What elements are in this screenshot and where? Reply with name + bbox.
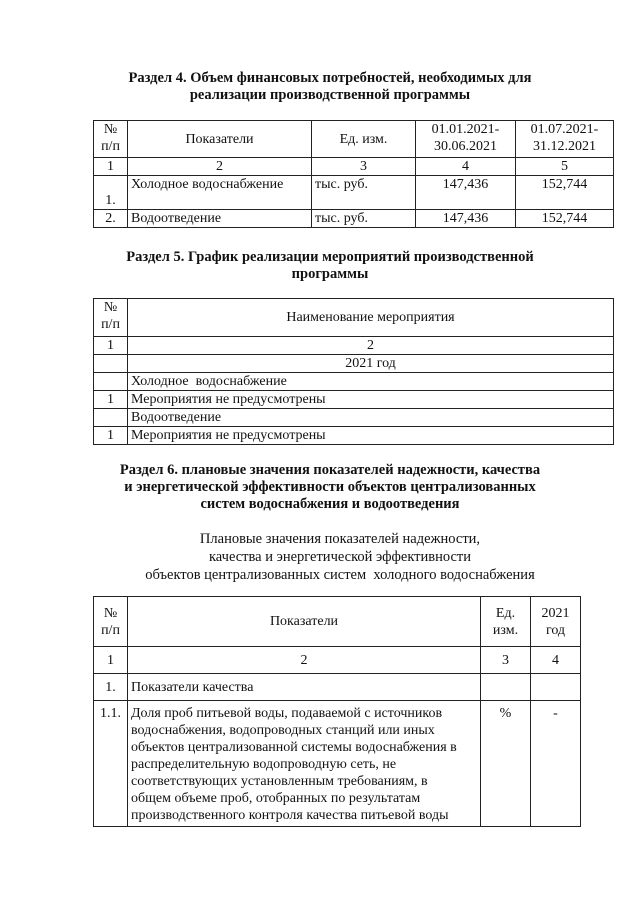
section6-table <box>93 596 581 827</box>
table-header-row <box>94 299 614 337</box>
row-unit <box>481 674 531 701</box>
section5-table <box>93 298 614 445</box>
row-unit: % <box>481 701 531 827</box>
row-unit: тыс. руб. <box>312 176 416 210</box>
activity-text: Мероприятия не предусмотрены <box>128 391 614 409</box>
section6-subtitle-line1: Плановые значения показателей надежности, <box>199 531 481 547</box>
index-row: 1 2 <box>94 337 614 355</box>
row-num: 1. <box>94 674 128 701</box>
row-value-period2: 152,744 <box>516 210 614 228</box>
table-row <box>94 210 614 228</box>
section6-title-line3: систем водоснабжения и водоотведения <box>200 496 460 512</box>
section6-subtitle <box>130 530 550 584</box>
section6-subtitle-line2: качества и энергетической эффективности <box>208 549 472 565</box>
section6-title-line2: и энергетической эффективности объектов централизованных <box>124 479 536 495</box>
row-value <box>531 674 581 701</box>
header-period2: 01.07.2021- 31.12.2021 <box>516 121 614 158</box>
table-row <box>94 409 614 427</box>
table-row <box>94 373 614 391</box>
table-row <box>94 674 581 701</box>
section4-title-line1: Раздел 4. Объем финансовых потребностей, необходимых для <box>128 70 532 86</box>
table-header-row <box>94 121 614 158</box>
table-header-row <box>94 597 581 647</box>
section6-title-line1: Раздел 6. плановые значения показателей надежности, качества <box>119 462 541 478</box>
header-year: 2021 год <box>531 597 581 647</box>
group-label: Водоотведение <box>128 409 614 427</box>
table-row <box>94 176 614 210</box>
section6-title <box>90 462 570 513</box>
row-num: 1. <box>94 176 128 210</box>
header-num: № п/п <box>94 121 128 158</box>
index-row: 1 2 3 4 5 <box>94 158 614 176</box>
table-row: 1 Мероприятия не предусмотрены <box>94 391 614 409</box>
section4-title-line2: реализации производственной программы <box>189 87 471 103</box>
row-unit: тыс. руб. <box>312 210 416 228</box>
section5-title <box>95 249 565 283</box>
group-label: Холодное водоснабжение <box>128 373 614 391</box>
row-value-period1: 147,436 <box>416 176 516 210</box>
activity-text: Мероприятия не предусмотрены <box>128 427 614 445</box>
index-row: 1 2 3 4 <box>94 647 581 674</box>
header-period1: 01.01.2021- 30.06.2021 <box>416 121 516 158</box>
header-unit: Ед. изм. <box>312 121 416 158</box>
header-num: № п/п <box>94 299 128 337</box>
table-row: 1 Мероприятия не предусмотрены <box>94 427 614 445</box>
section4-title <box>95 70 565 104</box>
section5-title-line1: Раздел 5. График реализации мероприятий производственной <box>126 249 534 265</box>
header-indicator: Показатели <box>128 121 312 158</box>
header-unit: Ед. изм. <box>481 597 531 647</box>
row-num: 1.1. <box>94 701 128 827</box>
row-value-period2: 152,744 <box>516 176 614 210</box>
header-indicator: Показатели <box>128 597 481 647</box>
section6-subtitle-line3: объектов централизованных систем холодного водоснабжения <box>145 567 535 583</box>
row-value: - <box>531 701 581 827</box>
header-activity-name: Наименование мероприятия <box>128 299 614 337</box>
year-label: 2021 год <box>128 355 614 373</box>
row-indicator: Доля проб питьевой воды, подаваемой с источников водоснабжения, водопроводных станций или иных объектов централизованной системы водоснабжения в распределительную водопроводную сеть, не соответствующих установленным требованиям, в общем объеме проб, отобранных по результатам производственного контроля качества питьевой воды <box>128 701 481 827</box>
section4-table <box>93 120 614 228</box>
year-row <box>94 355 614 373</box>
row-name: Холодное водоснабжение <box>128 176 312 210</box>
section5-title-line2: программы <box>291 266 369 282</box>
row-value-period1: 147,436 <box>416 210 516 228</box>
row-name: Водоотведение <box>128 210 312 228</box>
header-num: № п/п <box>94 597 128 647</box>
table-row <box>94 701 581 827</box>
row-indicator: Показатели качества <box>128 674 481 701</box>
row-num: 2. <box>94 210 128 228</box>
